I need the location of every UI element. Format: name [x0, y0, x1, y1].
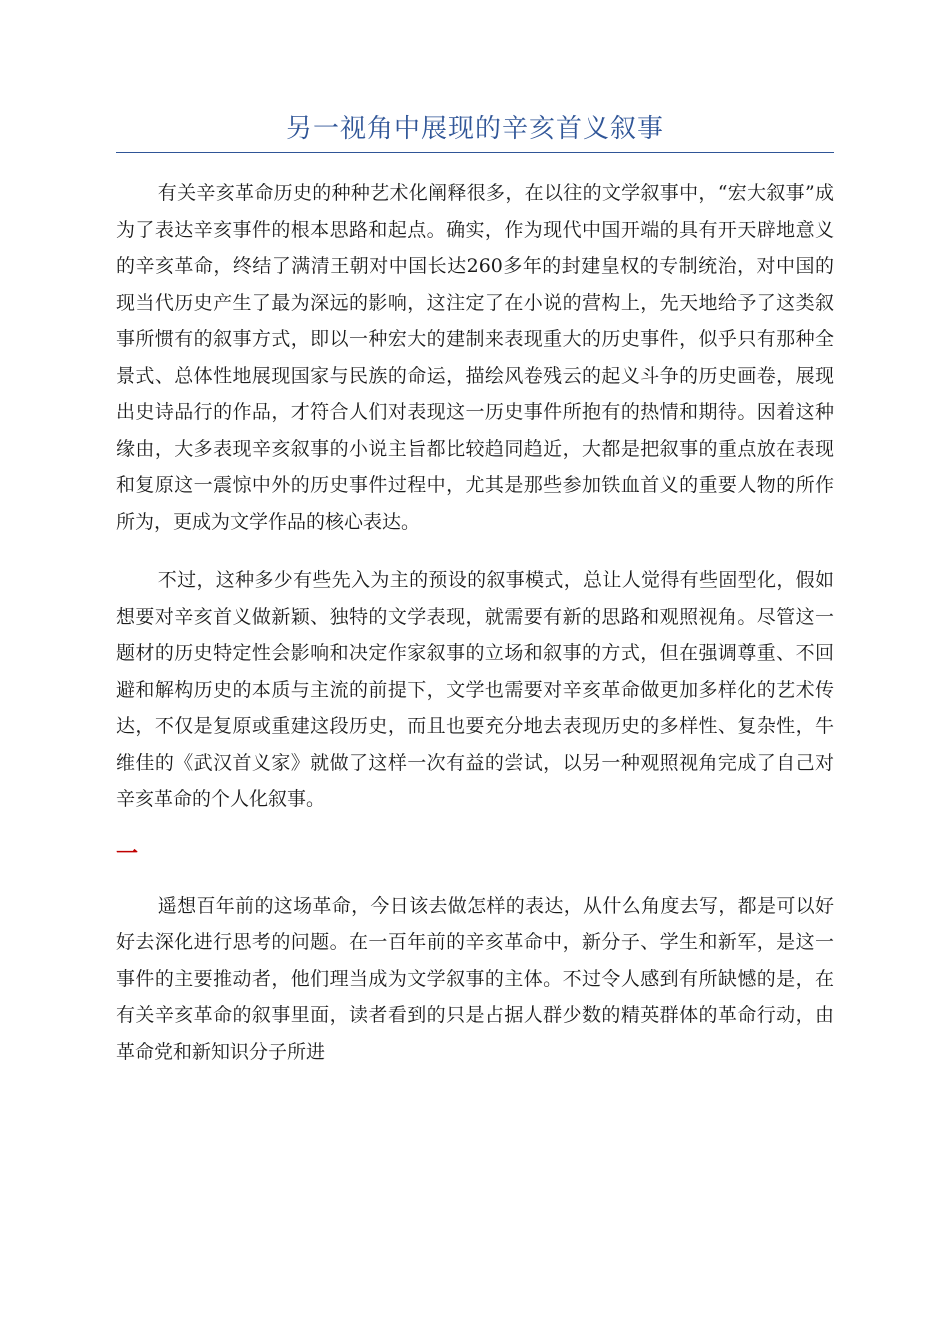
body-paragraph-1: 有关辛亥革命历史的种种艺术化阐释很多，在以往的文学叙事中，“宏大叙事”成为了表达辛亥事件的根本思路和起点。确实，作为现代中国开端的具有开天辟地意义的辛亥革命，终结了满清王朝对中国长达260多年的封建皇权的专制统治，对中国的现当代历史产生了最为深远的影响，这注定了在小说的营构上，先天地给予了这类叙事所惯有的叙事方式，即以一种宏大的建制来表现重大的历史事件，似乎只有那种全景式、总体性地展现国家与民族的命运，描绘风卷残云的起义斗争的历史画卷，展现出史诗品行的作品，才符合人们对表现这一历史事件所抱有的热情和期待。因着这种缘由，大多表现辛亥叙事的小说主旨都比较趋同趋近，大都是把叙事的重点放在表现和复原这一震惊中外的历史事件过程中，尤其是那些参加铁血首义的重要人物的所作所为，更成为文学作品的核心表达。 [116, 182, 834, 533]
document-title: 另一视角中展现的辛亥首义叙事 [285, 114, 664, 144]
title-underline [116, 152, 834, 153]
document-page [116, 112, 834, 1070]
section-heading: 一 [116, 840, 139, 867]
body-paragraph-3: 遥想百年前的这场革命，今日该去做怎样的表达，从什么角度去写，都是可以好好去深化进行思考的问题。在一百年前的辛亥革命中，新分子、学生和新军，是这一事件的主要推动者，他们理当成为文学叙事的主体。不过令人感到有所缺憾的是，在有关辛亥革命的叙事里面，读者看到的只是占据人群少数的精英群体的革命行动，由革命党和新知识分子所进 [116, 894, 834, 1063]
body-paragraph-2: 不过，这种多少有些先入为主的预设的叙事模式，总让人觉得有些固型化，假如想要对辛亥首义做新颖、独特的文学表现，就需要有新的思路和观照视角。尽管这一题材的历史特定性会影响和决定作家叙事的立场和叙事的方式，但在强调尊重、不回避和解构历史的本质与主流的前提下，文学也需要对辛亥革命做更加多样化的艺术传达，不仅是复原或重建这段历史，而且也要充分地去表现历史的多样性、复杂性，牛维佳的《武汉首义家》就做了这样一次有益的尝试，以另一种观照视角完成了自己对辛亥革命的个人化叙事。 [116, 569, 834, 810]
